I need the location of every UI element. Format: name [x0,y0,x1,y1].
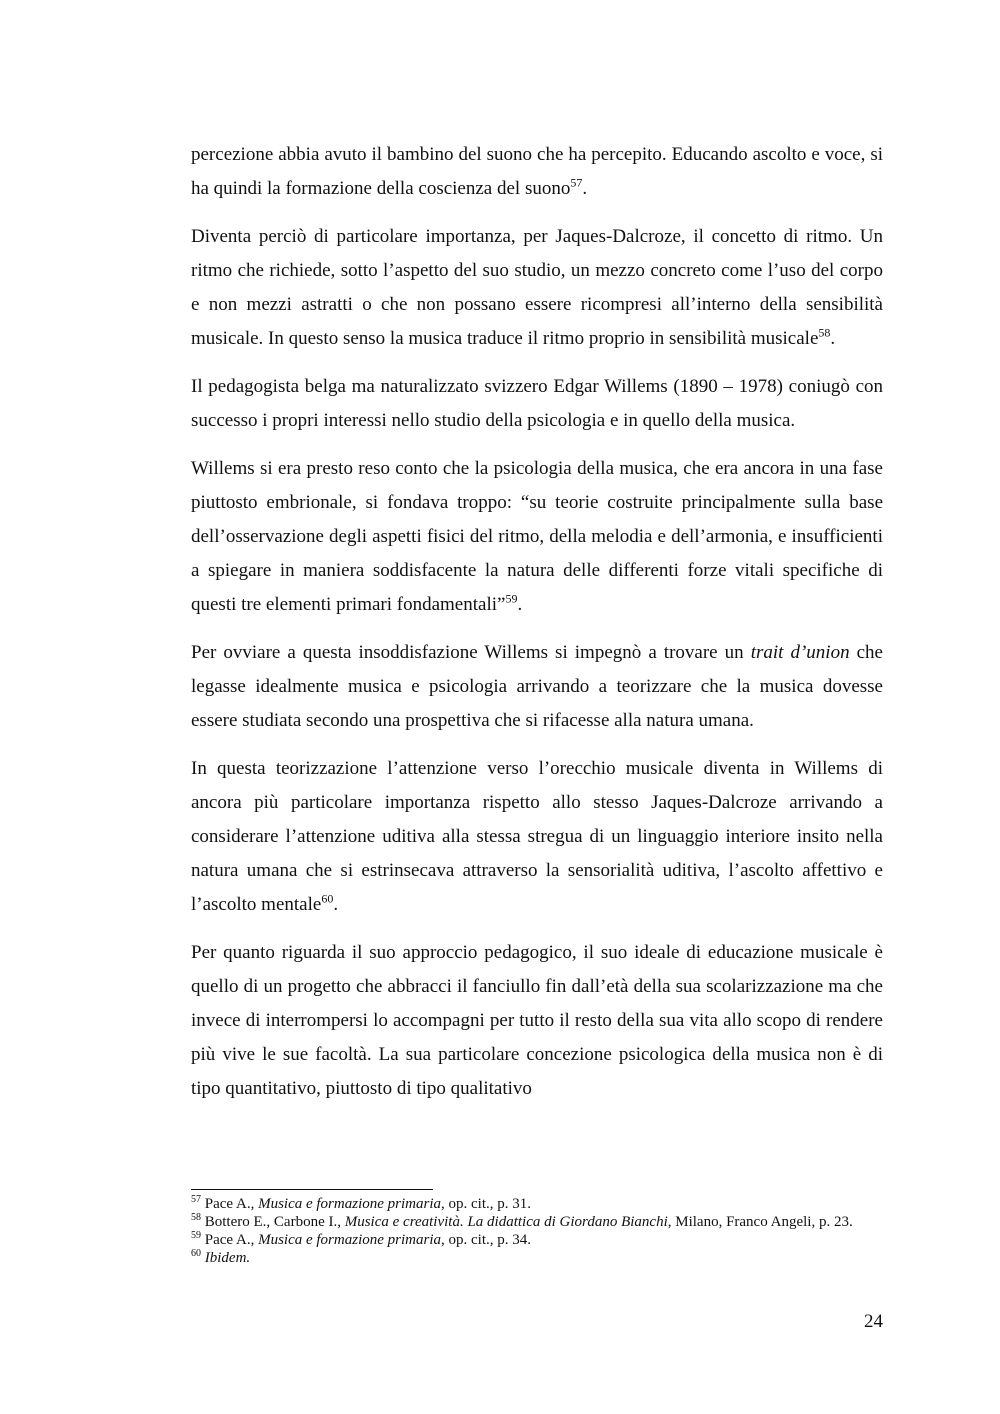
paragraph [191,370,883,438]
text-run: . [517,594,523,615]
footnote-ref: 60 [321,891,334,906]
paragraph [191,936,883,1106]
italic-text: Musica e creatività. La didattica di Giordano Bianchi [344,1214,668,1230]
footnote [191,1213,883,1231]
paragraph [191,636,883,738]
italic-text: trait d’union [750,642,850,663]
text-run: In questa teorizzazione l’attenzione verso l’orecchio musicale diventa in Willems di ancora più particolare importanza rispetto allo stesso Jaques-Dalcroze arrivando a considerare l’attenzione uditiva alla stessa stregua di un linguaggio interiore insito nella natura umana che si estrinsecava attraverso la sensorialità uditiva, l’ascolto affettivo e l’ascolto mentale [191,758,883,915]
paragraph [191,220,883,356]
footnote-ref: 58 [818,325,831,340]
footnote [191,1195,883,1213]
text-run: che legasse idealmente musica e psicologia arrivando a teorizzare che la musica dovesse essere studiata secondo una prospettiva che si rifacesse alla natura umana. [191,642,883,731]
text-run: Willems si era presto reso conto che la psicologia della musica, che era ancora in una fase piuttosto embrionale, si fondava troppo: “su teorie costruite principalmente sulla base dell’osservazione degli aspetti fisici del ritmo, della melodia e dell’armonia, e insufficienti a spiegare in maniera soddisfacente la natura delle differenti forze vitali specifiche di questi tre elementi primari fondamentali” [191,458,883,615]
footnotes [191,1195,883,1267]
paragraph [191,138,883,206]
text-run: , Milano, Franco Angeli, p. 23. [667,1214,853,1230]
footnote-ref: 60 [191,1248,201,1259]
text-run: , op. cit., p. 34. [441,1232,531,1248]
text-run: . [830,328,836,349]
footnote-ref: 59 [191,1230,201,1241]
italic-text: Musica e formazione primaria [258,1196,441,1212]
footnote-ref: 57 [191,1194,201,1205]
text-run: . [333,894,339,915]
text-run: Bottero E., Carbone I., [201,1214,345,1230]
footnote-separator [191,1189,433,1190]
text-run: Pace A., [201,1232,259,1248]
text-run: , op. cit., p. 31. [441,1196,531,1212]
paragraph [191,752,883,922]
paragraph [191,452,883,622]
footnote-ref: 58 [191,1212,201,1223]
footnote-ref: 59 [505,591,518,606]
text-run: Diventa perciò di particolare importanza, per Jaques-Dalcroze, il concetto di ritmo. Un ritmo che richiede, sotto l’aspetto del suo studio, un mezzo concreto come l’uso del corpo e non mezzi astratti o che non possano essere ricompresi all’interno della sensibilità musicale. In questo senso la musica traduce il ritmo proprio in sensibilità musicale [191,226,883,349]
italic-text: Ibidem. [204,1250,251,1266]
footnote [191,1249,883,1267]
text-run: Il pedagogista belga ma naturalizzato svizzero Edgar Willems (1890 – 1978) coniugò con successo i propri interessi nello studio della psicologia e in quello della musica. [191,376,883,431]
footnote-ref: 57 [570,175,583,190]
italic-text: Musica e formazione primaria [258,1232,441,1248]
body-text [191,138,883,1120]
page-number: 24 [864,1311,883,1332]
text-run: Pace A., [201,1196,259,1212]
text-run: Per ovviare a questa insoddisfazione Willems si impegnò a trovare un [191,642,751,663]
footnote [191,1231,883,1249]
text-run: . [582,178,588,199]
text-run: percezione abbia avuto il bambino del suono che ha percepito. Educando ascolto e voce, si ha quindi la formazione della coscienza del suono [191,144,883,199]
text-run: Per quanto riguarda il suo approccio pedagogico, il suo ideale di educazione musicale è quello di un progetto che abbracci il fanciullo fin dall’età della sua scolarizzazione ma che invece di interrompersi lo accompagni per tutto il resto della sua vita allo scopo di rendere più vive le sue facoltà. La sua particolare concezione psicologica della musica non è di tipo quantitativo, piuttosto di tipo qualitativo [191,942,883,1099]
